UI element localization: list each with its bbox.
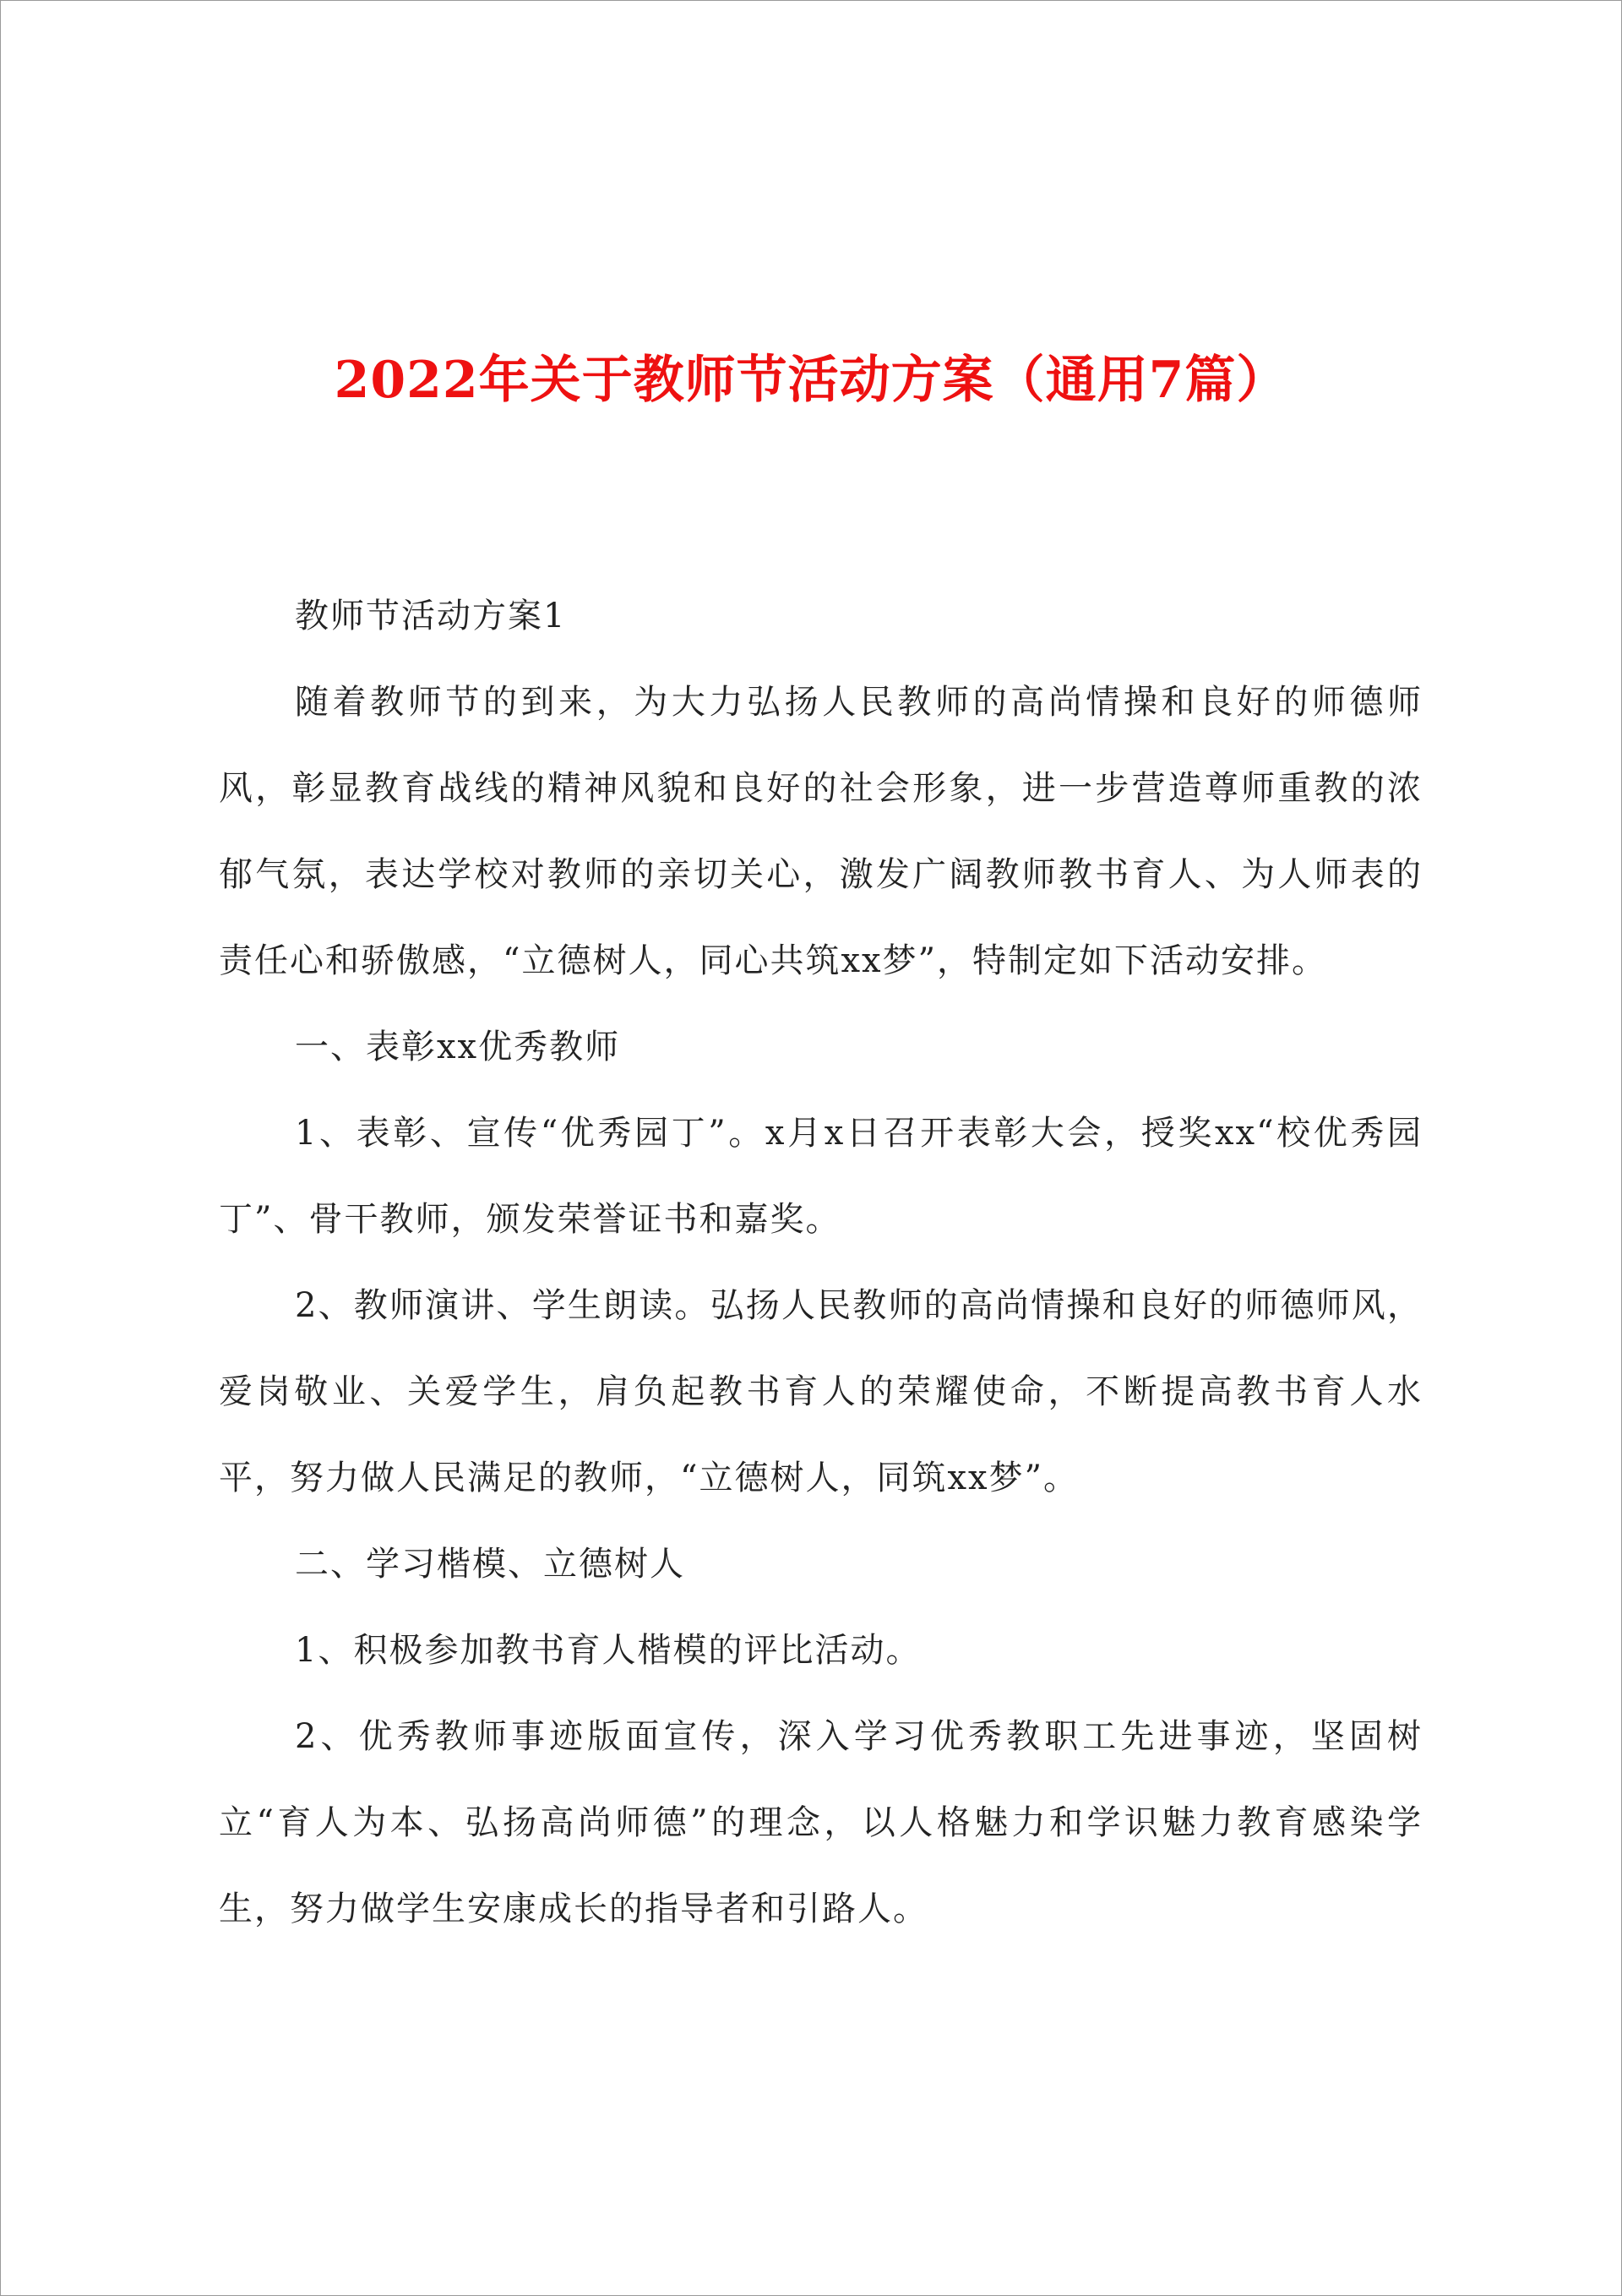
paragraph-item-2-speech: 2、教师演讲、学生朗读。弘扬人民教师的高尚情操和良好的师德师风，爱岗敬业、关爱学生，肩负起教书育人的荣耀使命，不断提高教书育人水平，努力做人民满足的教师，“立德树人，同筑xx梦”。 xyxy=(219,1286,1423,1497)
paragraph-item-1-commend: 1、表彰、宣传“优秀园丁”。x月x日召开表彰大会，授奖xx“校优秀园丁”、骨干教师，颁发荣誉证书和嘉奖。 xyxy=(219,1114,1423,1239)
paragraph-item-2-publicity: 2、优秀教师事迹版面宣传，深入学习优秀教职工先进事迹，坚固树立“育人为本、弘扬高尚师德”的理念，以人格魅力和学识魅力教育感染学生，努力做学生安康成长的指导者和引路人。 xyxy=(219,1717,1423,1928)
paragraph-intro: 随着教师节的到来，为大力弘扬人民教师的高尚情操和良好的师德师风，彰显教育战线的精神风貌和良好的社会形象，进一步营造尊师重教的浓郁气氛，表达学校对教师的亲切关心，激发广阔教师教书育人、为人师表的责任心和骄傲感，“立德树人，同心共筑xx梦”，特制定如下活动安排。 xyxy=(219,683,1423,980)
section-heading: 教师节活动方案1 xyxy=(295,597,567,635)
document-body xyxy=(219,573,1423,1952)
document-title: 2022年关于教师节活动方案（通用7篇） xyxy=(334,351,1288,411)
heading-commend-teachers: 一、表彰xx优秀教师 xyxy=(295,1028,621,1066)
heading-learn-models: 二、学习楷模、立德树人 xyxy=(295,1545,685,1584)
paragraph-item-1-selection: 1、积极参加教书育人楷模的评比活动。 xyxy=(295,1631,922,1670)
